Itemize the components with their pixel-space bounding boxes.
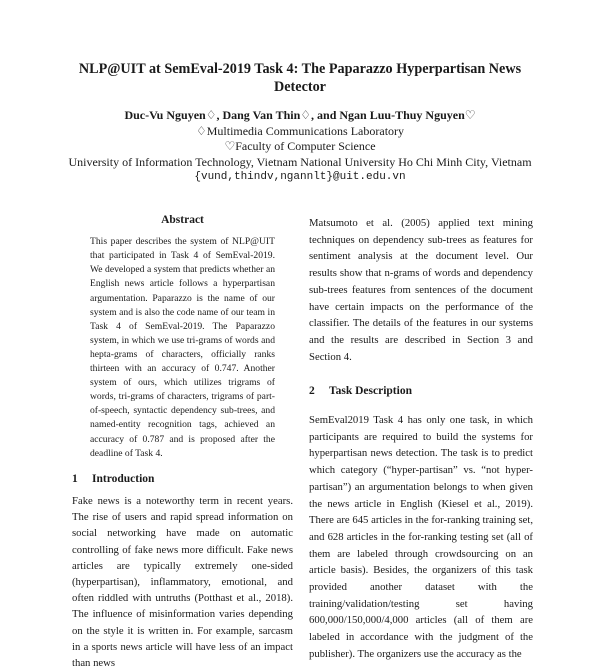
section-title: Introduction: [92, 472, 155, 485]
left-column: [72, 212, 293, 671]
paragraph-text: Matsumoto et al. (2005) applied text mining techniques on dependency sub-trees as features for sentiment analysis at the document level. Our results show that n-grams of words and dependency sub-trees features from sentences of the document have certain impacts on the performance of the classifier. The details of the features in our systems and the results are described in Section 3 and Section 4.: [309, 217, 533, 363]
affiliation-3: University of Information Technology, Vietnam National University Ho Chi Minh City, Vietnam: [68, 154, 532, 169]
task-description-text: SemEval2019 Task 4 has only one task, in which participants are required to build the systems for hyperpartisan news detection. The task is to predict which category (“hyper-partisan” vs. “not hyper-partisan”) an argumentation belongs to when given the news article in English (Kiesel et al., 2019). There are 645 articles in the for-ranking training set, and 628 articles in the for-ranking testing set (all of them are labeled through crowdsourcing on an article basis). Besides, the organizers of this task provided another dataset with the training/validation/testing set having 600,000/150,000/4,000 articles (all of them are labeled in accordance with the judgment of the publisher). The organizers use the accuracy as the: [309, 414, 533, 660]
introduction-text: Fake news is a noteworthy term in recent years. The rise of users and rapid spread information on social networking have made on automatic controlling of fake news more difficult. Fake news articles are typically extremely one-sided (hyperpartisan), inflammatory, emotional, and often riddled with untruths (Potthast et al., 2018). The influence of misinformation varies depending on the style it is written in. For example, sarcasm in a sports news article will have less of an impact than news: [72, 494, 293, 669]
section-heading-task-description: [309, 383, 533, 400]
section-number: 2: [309, 385, 315, 398]
affiliation-2: ♡Faculty of Computer Science: [224, 139, 376, 154]
abstract-text: This paper describes the system of NLP@UIT that participated in Task 4 of SemEval-2019. We developed a system that predicts whether an English news article follows a hyperpartisan argumentation. Paparazzo is the name of our system and is also the code name of our team in Task 4 of SemEval-2019. The Paparazzo system, in which we use tri-grams of words and hepta-grams of characters, officially ranks thirteen with an accuracy of 0.747. Another system of ours, which utilizes trigrams of words, tri-grams of characters, trigrams of part-of-speech, syntactic dependency sub-trees, and named-entity recognition tags, achieved an accuracy of 0.787 and is proposed after the deadline of Task 4.: [90, 236, 275, 459]
author-email: {vund,thindv,ngannlt}@uit.edu.vn: [194, 171, 406, 184]
section-title: Task Description: [329, 385, 412, 398]
paper-title: NLP@UIT at SemEval-2019 Task 4: The Paparazzo Hyperpartisan News Detector: [78, 61, 522, 95]
section-number: 1: [72, 472, 78, 485]
section-heading-introduction: [72, 471, 293, 487]
author-names: Duc-Vu Nguyen♢, Dang Van Thin♢, and Ngan Luu-Thuy Nguyen♡: [124, 108, 476, 122]
abstract-heading: Abstract: [161, 214, 204, 226]
affiliation-1: ♢Multimedia Communications Laboratory: [195, 123, 405, 138]
right-column: [309, 215, 533, 663]
author-block: [40, 108, 560, 186]
